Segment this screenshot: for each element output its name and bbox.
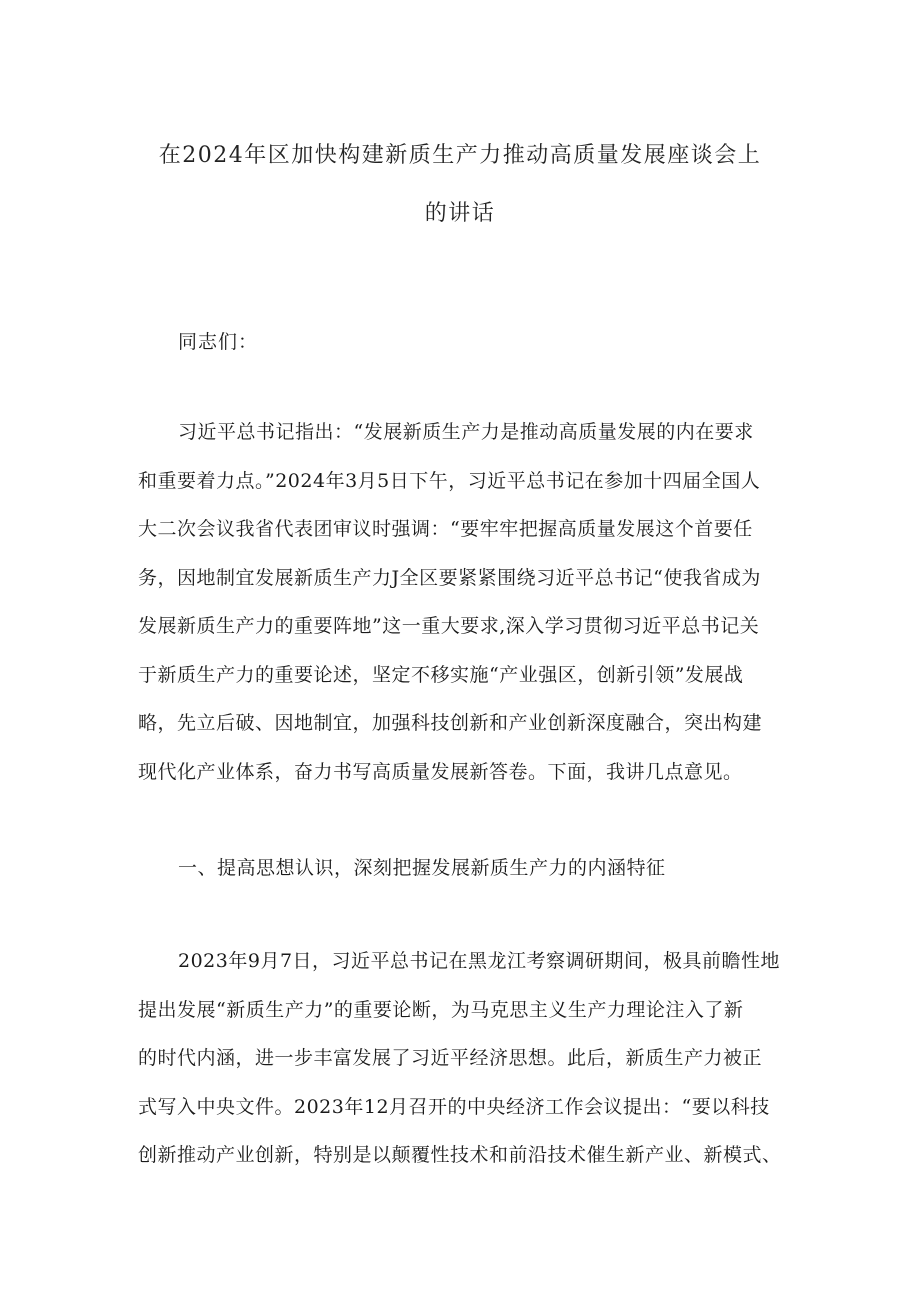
paragraph-2-line: 提出发展“新质生产力”的重要论断，为马克思主义生产力理论注入了新 bbox=[138, 999, 744, 1021]
paragraph-2-line: 式写入中央文件。2023年12月召开的中央经济工作会议提出：“要以科技 bbox=[138, 1096, 770, 1118]
section-heading-1: 一、提高思想认识，深刻把握发展新质生产力的内涵特征 bbox=[178, 857, 666, 879]
document-title-line-1: 在2024年区加快构建新质生产力推动高质量发展座谈会上 bbox=[158, 143, 762, 168]
paragraph-2-line: 2023年9月7日，习近平总书记在黑龙江考察调研期间，极具前瞻性地 bbox=[178, 950, 781, 972]
paragraph-1-line: 现代化产业体系，奋力书写高质量发展新答卷。下面，我讲几点意见。 bbox=[138, 761, 743, 783]
paragraph-1-line: 于新质生产力的重要论述，坚定不移实施“产业强区，创新引领”发展战 bbox=[138, 664, 744, 686]
paragraph-2-line: 创新推动产业创新，特别是以颠覆性技术和前沿技术催生新产业、新模式、 bbox=[138, 1144, 782, 1166]
paragraph-1-line: 略，先立后破、因地制宜，加强科技创新和产业创新深度融合，突出构建 bbox=[138, 712, 763, 734]
paragraph-2-line: 的时代内涵，进一步丰富发展了习近平经济思想。此后，新质生产力被正 bbox=[138, 1047, 763, 1069]
paragraph-1-line: 和重要着力点。”2024年3月5日下午，习近平总书记在参加十四届全国人 bbox=[138, 470, 761, 492]
paragraph-1-line: 大二次会议我省代表团审议时强调：“要牢牢把握高质量发展这个首要任 bbox=[138, 518, 753, 540]
salutation: 同志们： bbox=[178, 331, 259, 353]
paragraph-1-line: 发展新质生产力的重要阵地”这一重大要求,深入学习贯彻习近平总书记关 bbox=[138, 615, 760, 637]
paragraph-1-line: 习近平总书记指出：“发展新质生产力是推动高质量发展的内在要求 bbox=[178, 421, 754, 443]
document-title-line-2: 的讲话 bbox=[424, 201, 496, 226]
paragraph-1-line: 务，因地制宜发展新质生产力J全区要紧紧围绕习近平总书记“使我省成为 bbox=[138, 567, 761, 589]
